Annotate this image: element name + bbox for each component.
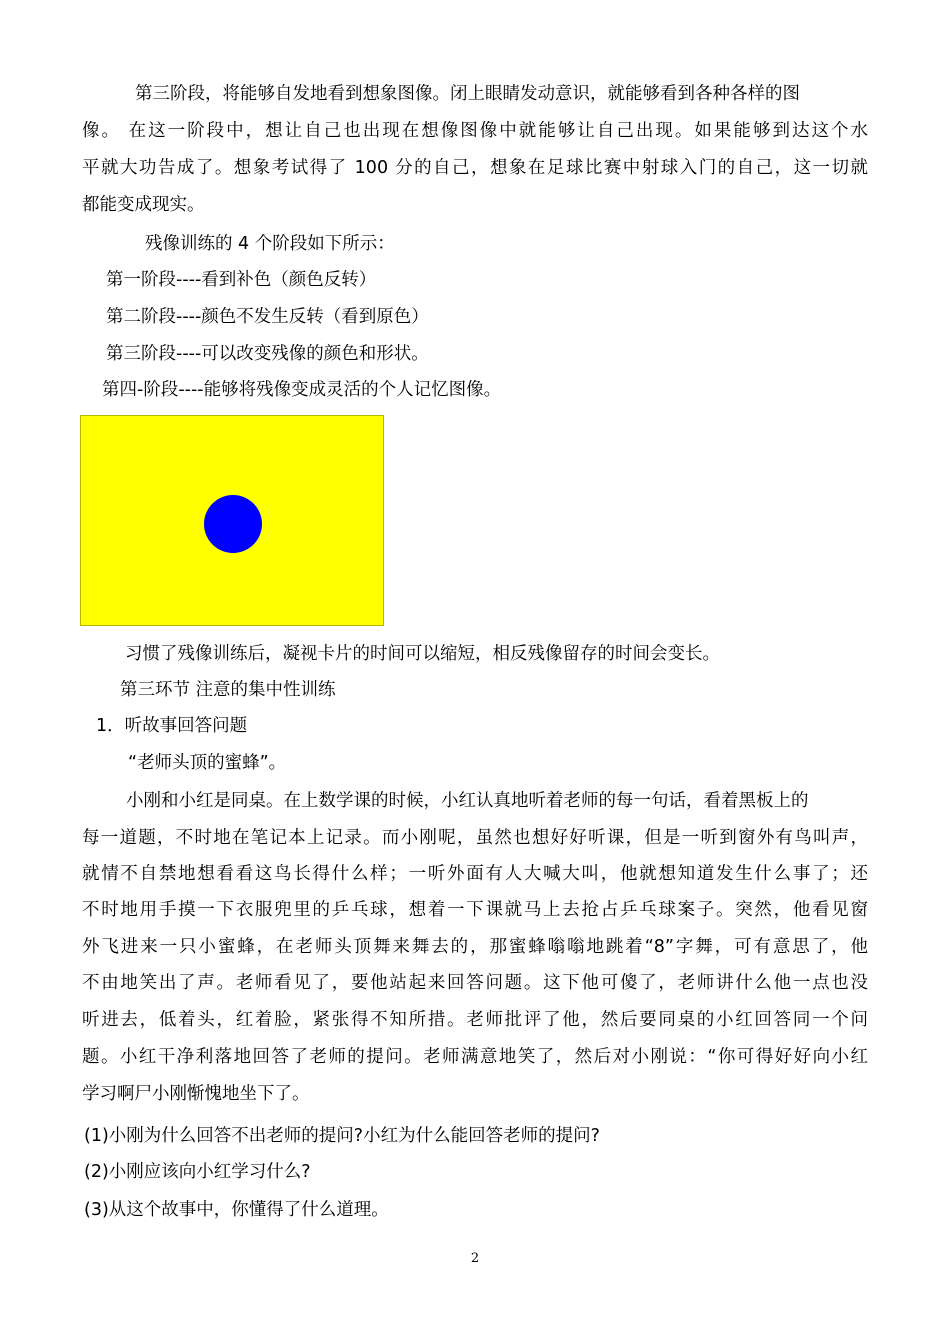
after-card-text: 习惯了残像训练后，凝视卡片的时间可以缩短，相反残像留存的时间会变长。 xyxy=(125,644,720,664)
afterimage-card xyxy=(80,415,384,626)
question-1: (1)小刚为什么回答不出老师的提问?小红为什么能回答老师的提问? xyxy=(84,1126,600,1146)
para1-line-3: 平就大功告成了。想象考试得了 100 分的自己，想象在足球比赛中射球入门的自己，这一切就 xyxy=(82,158,868,178)
page-number: 2 xyxy=(470,1251,480,1266)
story-line-2: 每一道题，不时地在笔记本上记录。而小刚呢，虽然也想好好听课，但是一听到窗外有鸟叫声， xyxy=(82,828,868,848)
stages-intro: 残像训练的 4 个阶段如下所示： xyxy=(145,234,395,254)
stage-4: 第四-阶段----能够将残像变成灵活的个人记忆图像。 xyxy=(102,380,502,400)
para1-line-4: 都能变成现实。 xyxy=(82,195,205,215)
story-title: “老师头顶的蜜蜂”。 xyxy=(128,753,287,773)
story-line-6: 不由地笑出了声。老师看见了，要他站起来回答问题。这下他可傻了，老师讲什么他一点也没 xyxy=(82,973,868,993)
stage-2: 第二阶段----颜色不发生反转（看到原色） xyxy=(106,307,429,327)
story-line-8: 题。小红干净利落地回答了老师的提问。老师满意地笑了，然后对小刚说：“你可得好好向小红 xyxy=(82,1047,868,1067)
stage-3: 第三阶段----可以改变残像的颜色和形状。 xyxy=(106,344,429,364)
question-3: (3)从这个故事中，你懂得了什么道理。 xyxy=(84,1200,389,1220)
para1-line-1: 第三阶段，将能够自发地看到想象图像。闭上眼睛发动意识，就能够看到各种各样的图 xyxy=(135,84,800,104)
story-line-5: 外飞进来一只小蜜蜂，在老师头顶舞来舞去的，那蜜蜂嗡嗡地跳着“8”字舞，可有意思了，他 xyxy=(82,937,868,957)
stage-1: 第一阶段----看到补色（颜色反转） xyxy=(106,270,377,290)
story-line-7: 听进去，低着头，红着脸，紧张得不知所措。老师批评了他，然后要同桌的小红回答同一个问 xyxy=(82,1010,868,1030)
para1-line-2: 像。 在这一阶段中，想让自己也出现在想像图像中就能够让自己出现。如果能够到达这个水 xyxy=(82,121,868,141)
story-line-3: 就情不自禁地想看看这鸟长得什么样；一听外面有人大喊大叫，他就想知道发生什么事了；还 xyxy=(82,864,868,884)
story-line-9: 学习啊尸小刚惭愧地坐下了。 xyxy=(82,1084,310,1104)
section-title: 第三环节 注意的集中性训练 xyxy=(120,680,336,700)
question-2: (2)小刚应该向小红学习什么? xyxy=(84,1162,311,1182)
blue-dot xyxy=(204,495,262,553)
story-line-1: 小刚和小红是同桌。在上数学课的时候，小红认真地听着老师的每一句话，看着黑板上的 xyxy=(126,791,809,811)
story-line-4: 不时地用手摸一下衣服兜里的乒乓球，想着一下课就马上去抢占乒乓球案子。突然，他看见窗 xyxy=(82,900,868,920)
item-1-heading: 1．听故事回答问题 xyxy=(96,716,248,736)
